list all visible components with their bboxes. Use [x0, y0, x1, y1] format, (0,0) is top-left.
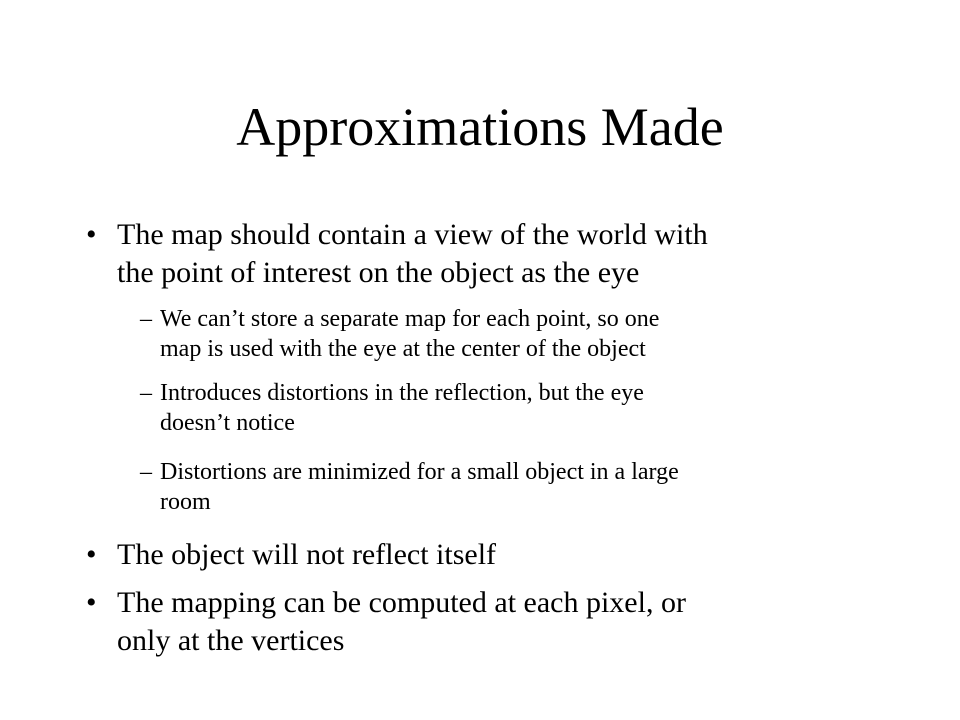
bullet-text: The mapping can be computed at each pixel, or only at the vertices — [117, 586, 686, 657]
sub-bullet-text: We can’t store a separate map for each point, so one map is used with the eye at the center of the object — [160, 306, 660, 362]
slide-title: Approximations Made — [236, 97, 724, 157]
bullet-icon: • — [86, 586, 97, 619]
dash-icon: – — [140, 306, 152, 332]
bullet-text: The map should contain a view of the world with the point of interest on the object as the eye — [117, 218, 708, 289]
sub-bullet-text: Introduces distortions in the reflection, but the eye doesn’t notice — [160, 380, 644, 436]
bullet-text: The object will not reflect itself — [117, 538, 497, 571]
bullet-icon: • — [86, 218, 97, 251]
sub-bullet-text: Distortions are minimized for a small object in a large room — [160, 459, 679, 515]
bullet-icon: • — [86, 538, 97, 571]
dash-icon: – — [140, 380, 152, 406]
dash-icon: – — [140, 459, 152, 485]
